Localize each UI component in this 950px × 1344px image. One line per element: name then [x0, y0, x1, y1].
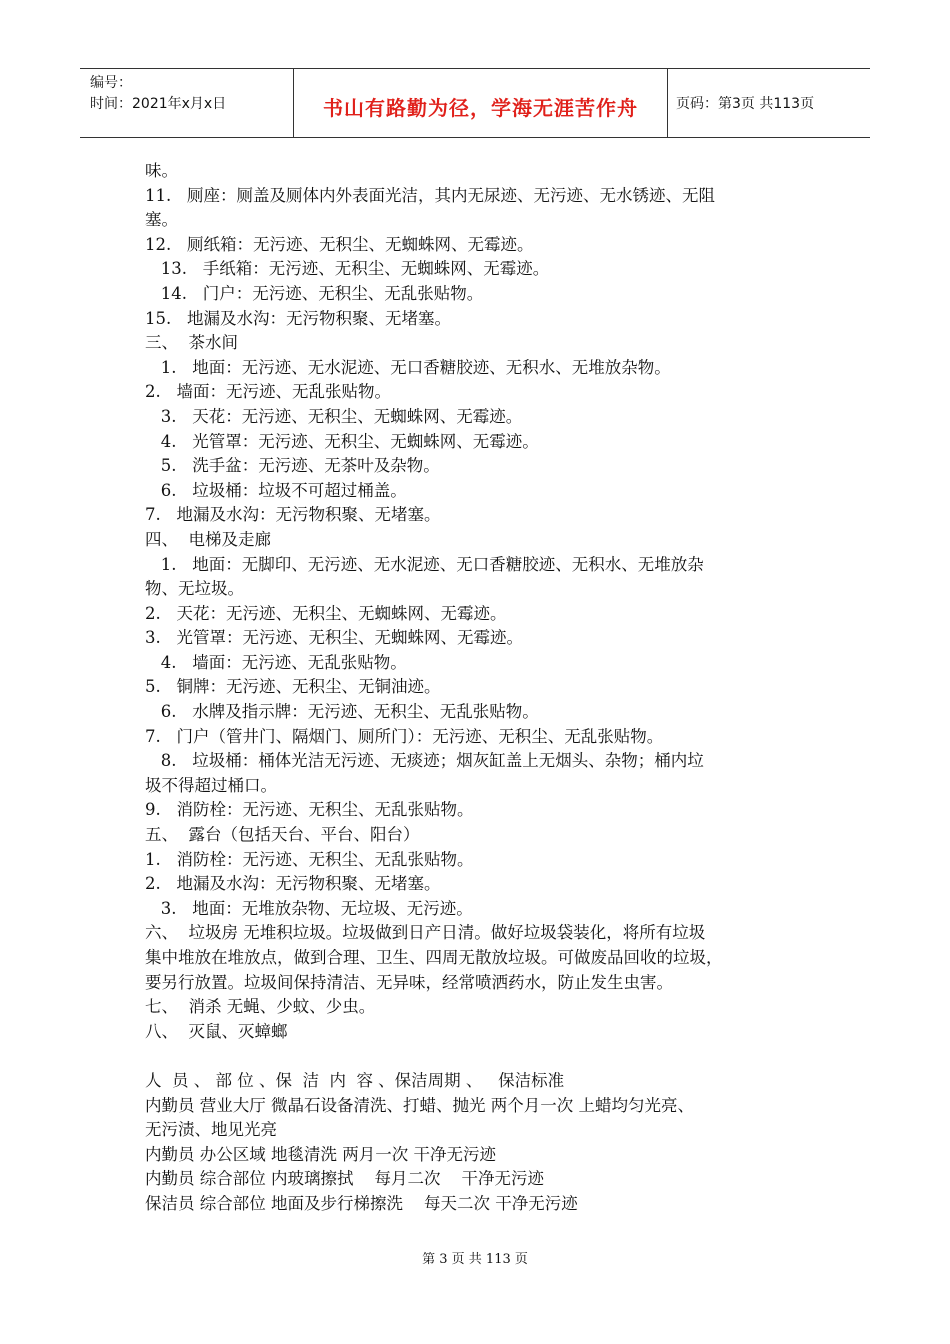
- text-line: 7. 门户（管井门、隔烟门、厕所门）：无污迹、无积尘、无乱张贴物。: [145, 726, 664, 746]
- text-line: 8. 垃圾桶：桶体光洁无污迹、无痰迹；烟灰缸盖上无烟头、杂物；桶内垃: [145, 751, 704, 771]
- text-line: 3. 天花：无污迹、无积尘、无蜘蛛网、无霉迹。: [145, 406, 523, 426]
- text-line: 7. 地漏及水沟：无污物积聚、无堵塞。: [145, 505, 441, 525]
- header-page-code: 页码：第3页 共113页: [676, 96, 815, 112]
- text-line: 人 员 、 部 位 、保 洁 内 容 、保洁周期 、 保洁标准: [145, 1070, 565, 1090]
- text-line: 七、 消杀 无蝇、少蚊、少虫。: [145, 997, 376, 1017]
- text-line: 6. 垃圾桶：垃圾不可超过桶盖。: [145, 480, 407, 500]
- text-line: 内勤员 营业大厅 微晶石设备清洗、打蜡、抛光 两个月一次 上蜡均匀光亮、: [145, 1095, 694, 1115]
- text-line: 12. 厕纸箱：无污迹、无积尘、无蜘蛛网、无霉迹。: [145, 234, 534, 254]
- text-line: 要另行放置。垃圾间保持清洁、无异味，经常喷洒药水，防止发生虫害。: [145, 972, 673, 992]
- text-line: 八、 灭鼠、灭蟑螂: [145, 1021, 288, 1041]
- text-line: 4. 墙面：无污迹、无乱张贴物。: [145, 652, 407, 672]
- text-line: 2. 墙面：无污迹、无乱张贴物。: [145, 382, 391, 402]
- text-line: 13. 手纸箱：无污迹、无积尘、无蜘蛛网、无霉迹。: [145, 259, 550, 279]
- text-line: 五、 露台（包括天台、平台、阳台）: [145, 825, 420, 845]
- text-line: 四、 电梯及走廊: [145, 529, 271, 549]
- text-line: 14. 门户：无污迹、无积尘、无乱张贴物。: [145, 283, 484, 303]
- text-line: 9. 消防栓：无污迹、无积尘、无乱张贴物。: [145, 800, 474, 820]
- page-header: [80, 68, 870, 138]
- text-line: 六、 垃圾房 无堆积垃圾。垃圾做到日产日清。做好垃圾袋装化，将所有垃圾: [145, 923, 706, 943]
- page-footer: 第 3 页 共 113 页: [422, 1252, 528, 1267]
- text-line: 1. 消防栓：无污迹、无积尘、无乱张贴物。: [145, 849, 474, 869]
- text-line: 15. 地漏及水沟：无污物积聚、无堵塞。: [145, 308, 451, 328]
- text-line: 集中堆放在堆放点，做到合理、卫生、四周无散放垃圾。可做废品回收的垃圾，: [145, 948, 723, 967]
- text-line: 2. 天花：无污迹、无积尘、无蜘蛛网、无霉迹。: [145, 603, 507, 623]
- text-line: 物、无垃圾。: [145, 579, 244, 599]
- text-line: 4. 光管罩：无污迹、无积尘、无蜘蛛网、无霉迹。: [145, 431, 539, 451]
- text-line: 1. 地面：无污迹、无水泥迹、无口香糖胶迹、无积水、无堆放杂物。: [145, 357, 671, 377]
- header-motto: 书山有路勤为径，学海无涯苦作舟: [294, 69, 668, 137]
- text-line: 内勤员 办公区域 地毯清洗 两月一次 干净无污迹: [145, 1144, 496, 1164]
- text-line: 内勤员 综合部位 内玻璃擦拭 每月二次 干净无污迹: [145, 1169, 544, 1189]
- text-line: 保洁员 综合部位 地面及步行梯擦洗 每天二次 干净无污迹: [145, 1193, 578, 1213]
- text-line: 味。: [145, 161, 178, 180]
- text-line: 1. 地面：无脚印、无污迹、无水泥迹、无口香糖胶迹、无积水、无堆放杂: [145, 554, 704, 574]
- text-line: 6. 水牌及指示牌：无污迹、无积尘、无乱张贴物。: [145, 702, 539, 722]
- text-line: 圾不得超过桶口。: [145, 775, 277, 795]
- text-line: 11. 厕座：厕盖及厕体内外表面光洁，其内无尿迹、无污迹、无水锈迹、无阻: [145, 185, 715, 205]
- text-line: 2. 地漏及水沟：无污物积聚、无堵塞。: [145, 874, 441, 894]
- document-body: [145, 159, 815, 1217]
- text-line: 5. 洗手盆：无污迹、无茶叶及杂物。: [145, 456, 440, 476]
- text-line: 3. 地面：无堆放杂物、无垃圾、无污迹。: [145, 898, 473, 918]
- text-line: [145, 1044, 815, 1069]
- text-line: 塞。: [145, 210, 178, 230]
- header-meta: [80, 69, 294, 137]
- document-date: 时间：2021年x月x日: [90, 96, 227, 112]
- document-number-label: 编号：: [90, 75, 132, 91]
- text-line: 3. 光管罩：无污迹、无积尘、无蜘蛛网、无霉迹。: [145, 628, 523, 648]
- text-line: 三、 茶水间: [145, 333, 238, 353]
- text-line: 5. 铜牌：无污迹、无积尘、无铜油迹。: [145, 677, 441, 697]
- text-line: 无污渍、地见光亮: [145, 1120, 277, 1140]
